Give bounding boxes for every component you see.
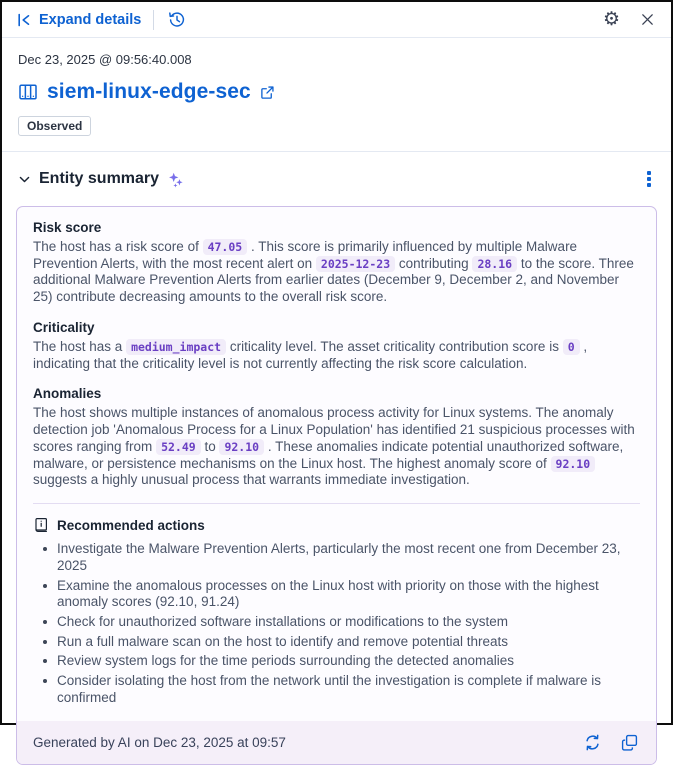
summary-section-heading: Anomalies <box>33 386 102 402</box>
kebab-dot <box>647 183 651 187</box>
summary-section-heading: Risk score <box>33 220 102 235</box>
recommended-actions-list <box>33 541 640 707</box>
recommended-action-item: Run a full malware scan on the host to identify and remove potential threats <box>39 634 640 651</box>
inline-code-value: medium_impact <box>126 339 226 355</box>
sparkles-icon <box>167 171 184 188</box>
expand-details-label: Expand details <box>39 11 142 28</box>
recommended-actions-title: Recommended actions <box>57 517 205 533</box>
open-entity-popout-icon[interactable] <box>260 85 275 100</box>
summary-footer <box>17 721 656 764</box>
inline-code-value: 0 <box>563 339 580 355</box>
recommended-action-item: Check for unauthorized software installations or modifications to the system <box>39 614 640 631</box>
copy-icon <box>621 734 638 751</box>
host-storage-icon <box>18 82 38 102</box>
summary-section-heading: Criticality <box>33 319 95 335</box>
entity-summary-header <box>2 152 671 204</box>
summary-section-text: The host has a medium_impact criticality level. The asset criticality contribution score is 0 , indicating that the criticality level is not currently affecting the risk score calculation. <box>33 338 588 371</box>
recommended-action-item: Consider isolating the host from the network until the investigation is complete if malware is confirmed <box>39 673 640 706</box>
history-button[interactable] <box>166 9 188 31</box>
entity-header <box>2 38 671 151</box>
recommended-action-item: Examine the anomalous processes on the Linux host with priority on those with the highest anomaly scores (92.10, 91.24) <box>39 578 640 611</box>
event-timestamp: Dec 23, 2025 @ 09:56:40.008 <box>18 52 192 67</box>
refresh-icon <box>584 734 601 751</box>
copy-summary-button[interactable] <box>619 732 640 753</box>
close-flyout-button[interactable] <box>638 10 657 29</box>
expand-details-button[interactable] <box>16 12 141 28</box>
expand-left-icon <box>16 12 32 28</box>
flyout-header-bar <box>2 2 671 38</box>
kebab-dot <box>647 177 651 181</box>
recommended-action-item: Investigate the Malware Prevention Alerts, particularly the most recent one from December 23, 2025 <box>39 541 640 574</box>
summary-section-text: The host shows multiple instances of anomalous process activity for Linux systems. The anomaly detection job 'Anomalous Process for a Linux Population' has identified 21 suspicious processes with scores ranging from 52.49 to 92.10 . These anomalies indicate potential unauthorized software, malware, or persistence mechanisms on the Linux host. The highest anomaly score of 92.10 suggests a highly unusual process that warrants immediate investigation. <box>33 405 635 488</box>
summary-section <box>33 220 640 306</box>
summary-options-menu-button[interactable] <box>643 167 655 191</box>
kebab-dot <box>647 171 651 175</box>
summary-section <box>33 320 640 372</box>
inline-code-value: 92.10 <box>551 456 596 472</box>
header-divider <box>153 10 154 30</box>
summary-section <box>33 386 640 489</box>
regenerate-summary-button[interactable] <box>582 732 603 753</box>
entity-summary-title: Entity summary <box>39 170 160 187</box>
summary-sections <box>33 220 640 489</box>
history-icon <box>168 11 186 29</box>
chevron-down-icon <box>18 173 31 186</box>
inline-code-value: 2025-12-23 <box>316 256 395 272</box>
entity-summary-panel <box>16 206 657 765</box>
inline-code-value: 52.49 <box>156 439 201 455</box>
settings-button[interactable] <box>601 8 622 31</box>
recommended-action-item: Review system logs for the time periods surrounding the detected anomalies <box>39 653 640 670</box>
documentation-icon <box>33 517 49 533</box>
inline-code-value: 92.10 <box>219 439 264 455</box>
inline-code-value: 28.16 <box>472 256 517 272</box>
entity-summary-toggle[interactable] <box>18 170 184 188</box>
close-icon <box>640 12 655 27</box>
entity-name-link[interactable]: siem-linux-edge-sec <box>47 80 251 103</box>
generated-by-ai-text: Generated by AI on Dec 23, 2025 at 09:57 <box>33 734 286 750</box>
summary-section-text: The host has a risk score of 47.05 . This score is primarily influenced by multiple Malware Prevention Alerts, with the most recent alert on 2025-12-23 contributing 28.16 to the score. Three additional Malware Prevention Alerts from earlier dates (December 9, December 2, and November 25) contribute decreasing amounts to the overall risk score. <box>33 239 634 305</box>
gear-icon: ⚙ <box>602 9 620 30</box>
panel-divider <box>33 503 640 504</box>
status-badge: Observed <box>18 116 91 136</box>
inline-code-value: 47.05 <box>203 239 248 255</box>
